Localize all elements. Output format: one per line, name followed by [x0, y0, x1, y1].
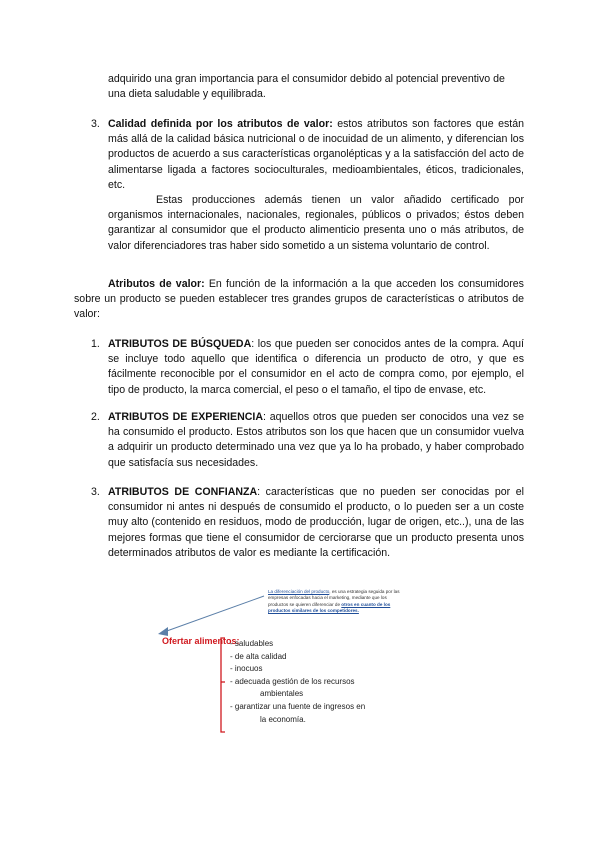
offer-label: Ofertar alimentos:: [162, 636, 240, 646]
attribute-1-text: : los que pueden ser conocidos antes de la compra. Aquí se incluye todo aquello que identifica o diferencia un producto de otro, y que es fácilmente reconocible por el consumidor en el acto de compra como, por ejemplo, el tipo de producto, la marca comercial, el peso o el tamaño, el tipo de envase, etc.: [108, 338, 524, 396]
attribute-1-number: 1.: [91, 338, 100, 350]
attribute-3-number: 3.: [91, 486, 100, 498]
offer-item-continuation: la economía.: [260, 714, 306, 724]
attribute-3-title: ATRIBUTOS DE CONFIANZA: [108, 486, 258, 498]
diagram-bracket: [221, 638, 225, 732]
item3-paragraph: [108, 117, 524, 193]
attributes-intro-text: En función de la información a la que acceden los consumidores sobre un producto se pueden establecer tres grandes grupos de características o atributos de valor:: [74, 278, 524, 321]
offer-item: - de alta calidad: [230, 651, 287, 661]
diagram-arrow-line: [164, 596, 264, 632]
offer-item: - garantizar una fuente de ingresos en: [230, 701, 366, 711]
diagram-arrowhead: [158, 627, 168, 636]
attribute-3: [108, 485, 524, 561]
attribute-1-title: ATRIBUTOS DE BÚSQUEDA: [108, 338, 252, 350]
attribute-2-number: 2.: [91, 411, 100, 423]
attribute-2: [108, 410, 524, 471]
attributes-intro-title: Atributos de valor:: [108, 278, 205, 290]
item3-title: Calidad definida por los atributos de valor:: [108, 118, 333, 130]
diagram-note: [268, 589, 408, 615]
attributes-intro: [74, 277, 524, 323]
offer-item-continuation: ambientales: [260, 689, 304, 699]
offer-list: [230, 638, 365, 726]
intro-line-1: adquirido una gran importancia para el consumidor debido al potencial preventivo de: [108, 73, 505, 85]
offer-item: - adecuada gestión de los recursos: [230, 676, 355, 686]
note-title: La diferenciación del producto: [268, 589, 330, 594]
note-emphasis: otros en cuanto de los productos similares de los competidores.: [268, 601, 391, 614]
intro-line-2: una dieta saludable y equilibrada.: [108, 88, 266, 100]
attribute-2-title: ATRIBUTOS DE EXPERIENCIA: [108, 411, 263, 423]
item3-paragraph-2: Estas producciones además tienen un valor añadido certificado por organismos internacionales, nacionales, regionales, públicos o privados; éstos deben garantizar al consumidor que el producto alimenticio presenta uno o más atributos, de valor diferenciadores tras haber sido sometido a un sistema voluntario de control.: [108, 194, 524, 252]
note-body: , es una estrategia seguida por las empresas enfocadas hacia el marketing, mediante que los productos se quieren diferenciar de: [268, 589, 400, 607]
attribute-1: [108, 337, 524, 398]
item3-number: 3.: [91, 118, 100, 130]
item3-text: estos atributos son factores que están más allá de la calidad básica nutricional o de inocuidad de un alimento, y diferencian los productos de acuerdo a sus características organolépticas y a la satisfacción del acto de alimentarse ligada a factores socioculturales, medioambientales, éticos, tradicionales, etc.: [108, 118, 524, 191]
attribute-2-text: : aquellos otros que pueden ser conocidos una vez se ha consumido el producto. Estos atributos son los que hacen que un consumidor vuelva a adquirir un producto determinado una vez que ya lo ha probado, y haber comprobado que satisfacía sus necesidades.: [108, 411, 524, 469]
attribute-3-text: : características que no pueden ser conocidas por el consumidor ni antes ni después de consumido el producto, o lo pueden ser a un coste muy alto (contenido en residuos, modo de producción, lugar de origen, etc..), una de las mejores formas que tiene el consumidor de cerciorarse que un producto presenta unos determinados atributos de valor es mediante la certificación.: [108, 486, 524, 559]
offer-item: - inocuos: [230, 664, 263, 674]
offer-item: - saludables: [230, 639, 274, 648]
